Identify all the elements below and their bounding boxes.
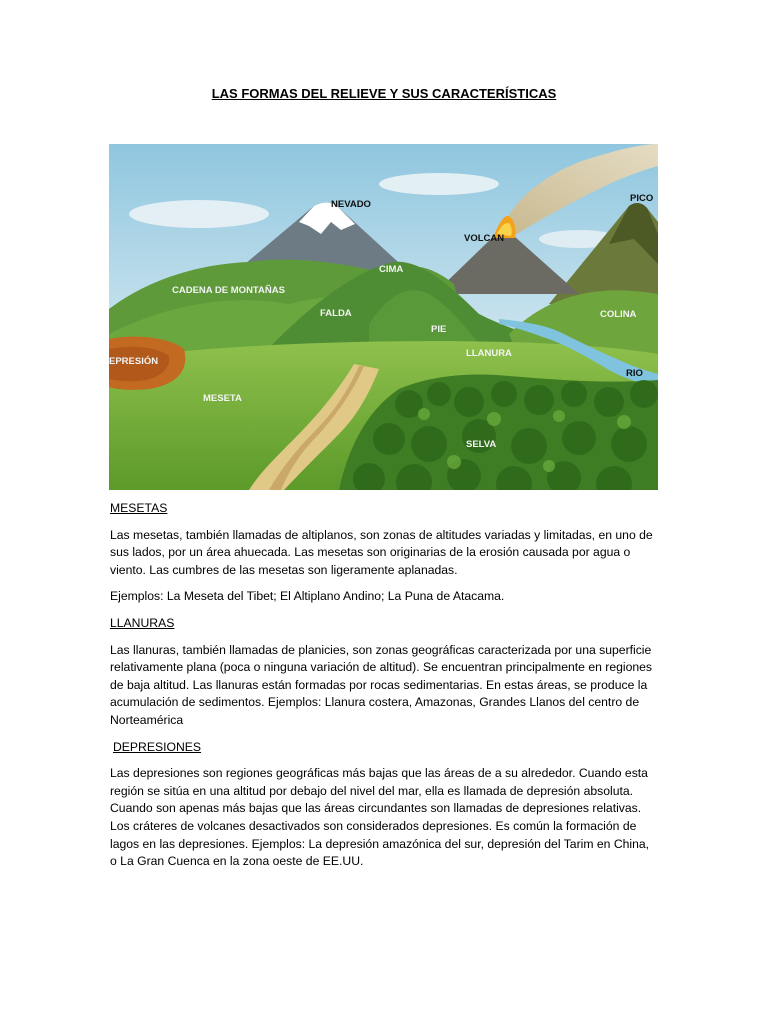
- page-title-text: LAS FORMAS DEL RELIEVE Y SUS CARACTERÍSTICAS: [211, 86, 557, 101]
- paragraph-llanuras: Las llanuras, también llamadas de planicies, son zonas geográficas caracterizada por una superficie relativamente plana (poca o ninguna variación de altitud). Se encuentran principalmente en regiones de baja altitud. Las llanuras están formadas por rocas sedimentarias. En estas áreas, se produce la acumulación de sedimentos. Ejemplos: Llanura costera, Amazonas, Grandes Llanos del centro de Norteamérica: [110, 642, 653, 727]
- label-llanura: LLANURA: [466, 348, 512, 359]
- section-heading-mesetas: MESETAS: [110, 501, 168, 515]
- landscape-drawing: [109, 144, 658, 490]
- label-falda: FALDA: [320, 308, 352, 319]
- paragraph-depresiones: Las depresiones son regiones geográficas más bajas que las áreas de a su alrededor. Cuando esta región se sitúa en una altitud por debajo del nivel del mar, ella es llamada de depresión absoluta. Cuando son apenas más bajas que las áreas circundantes son llamadas de depresiones relativas. Los cráteres de volcanes desactivados son considerados depresiones. Es común la formación de lagos en las depresiones. Ejemplos: La depresión amazónica del sur, depresión del Tarim en China, o La Gran Cuenca en la zona oeste de EE.UU.: [110, 766, 650, 869]
- section-heading-depresiones: DEPRESIONES: [113, 739, 202, 754]
- label-pie: PIE: [431, 324, 447, 335]
- label-colina: COLINA: [600, 309, 637, 320]
- label-cima: CIMA: [379, 264, 404, 275]
- paragraph-mesetas: Las mesetas, también llamadas de altiplanos, son zonas de altitudes variadas y limitadas, en uno de sus lados, por un área ahuecada. Las mesetas son originarias de la erosión causada por agua o viento. Las cumbres de las mesetas son ligeramente aplanadas.: [110, 527, 653, 577]
- label-cadena: CADENA DE MONTAÑAS: [172, 285, 285, 296]
- section-heading-llanuras: LLANURAS: [110, 615, 175, 630]
- label-rio: RIO: [626, 368, 643, 379]
- label-pico: PICO: [630, 193, 654, 204]
- label-meseta: MESETA: [203, 393, 242, 404]
- label-selva: SELVA: [466, 439, 497, 450]
- label-depresion: EPRESIÓN: [109, 356, 159, 367]
- paragraph-mesetas-examples: Ejemplos: La Meseta del Tibet; El Altiplano Andino; La Puna de Atacama.: [110, 589, 505, 604]
- label-volcan: VOLCAN: [464, 233, 505, 244]
- landforms-illustration: [109, 144, 658, 490]
- label-nevado: NEVADO: [331, 199, 371, 210]
- page-title: [0, 86, 768, 101]
- document-body: [110, 500, 655, 880]
